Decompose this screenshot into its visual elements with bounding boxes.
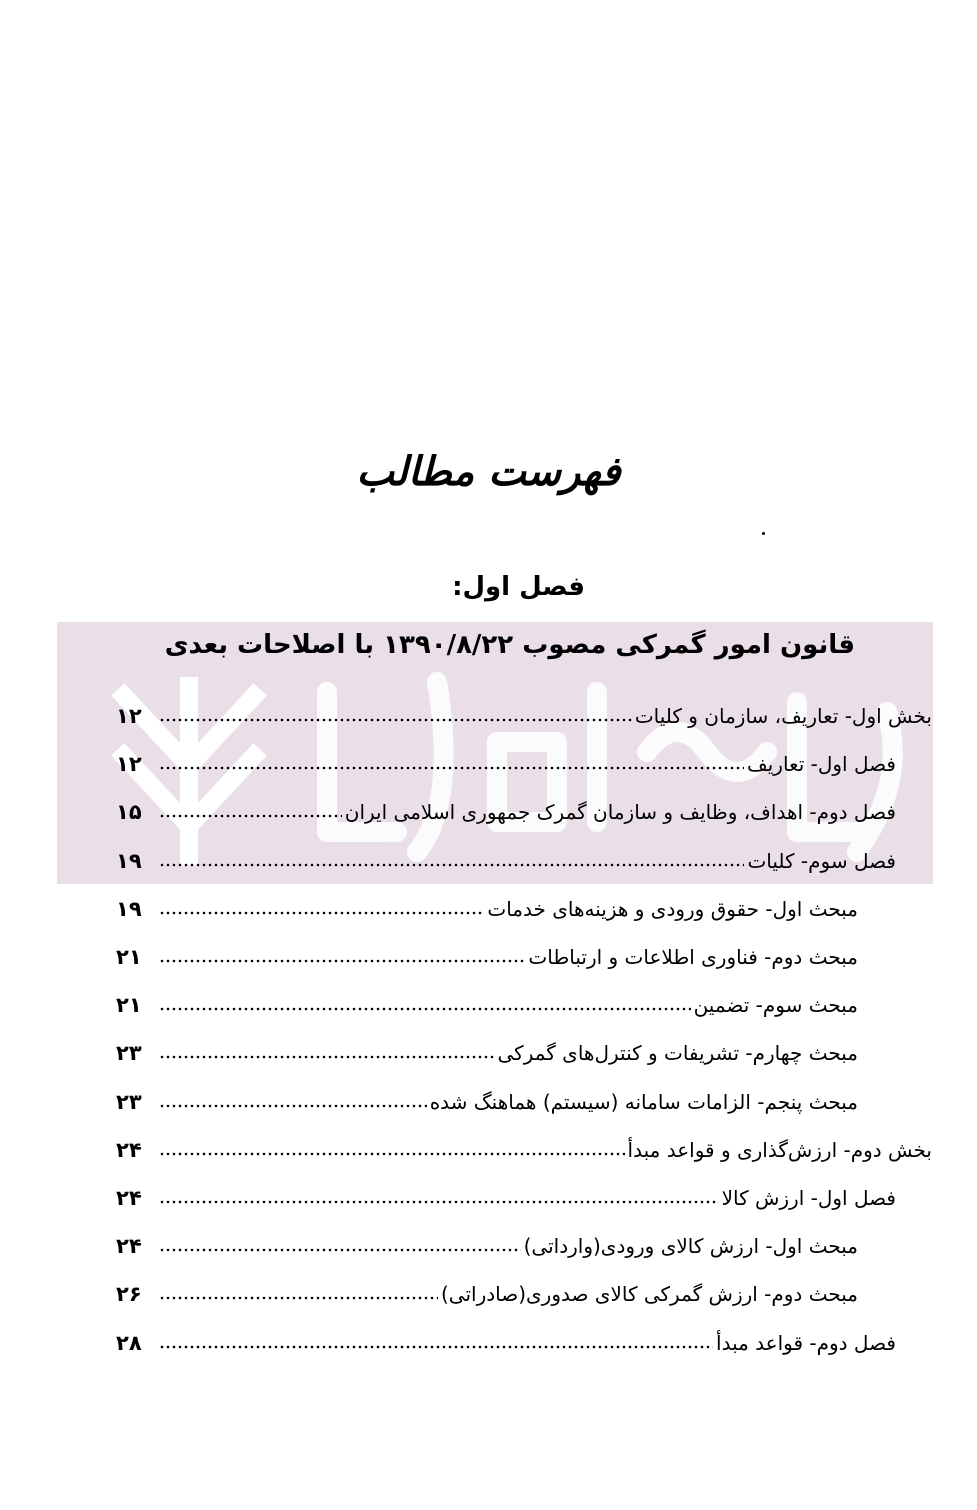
toc-entry[interactable] [116, 698, 932, 734]
toc-dot-leader [159, 957, 525, 965]
toc-entry[interactable] [116, 939, 858, 975]
toc-entry-title: مبحث سوم- تضمین [693, 993, 858, 1018]
toc-entry-title: مبحث اول- ارزش کالای ورودی(وارداتی) [523, 1234, 858, 1259]
toc-entry-title: مبحث دوم- فناوری اطلاعات و ارتباطات [528, 945, 858, 969]
chapter-label: فصل اول: [452, 572, 585, 602]
toc-entry[interactable] [116, 1035, 858, 1071]
toc-page-number: ۲۱ [116, 945, 142, 969]
toc-dot-leader [159, 764, 744, 772]
toc-entry[interactable] [116, 1084, 858, 1120]
toc-dot-leader [159, 1053, 495, 1061]
toc-entry[interactable] [116, 1228, 858, 1264]
toc-page-number: ۱۲ [116, 752, 142, 777]
page-title: فهرست مطالب [356, 448, 621, 495]
toc-page-number: ۱۹ [116, 848, 142, 873]
toc-entry-title: مبحث اول- حقوق ورودی و هزینه‌های خدمات [487, 896, 858, 921]
toc-page-number: ۲۴ [116, 1137, 142, 1162]
toc-dot-leader [159, 1150, 625, 1158]
toc-page-number: ۲۸ [116, 1330, 142, 1355]
title-ornament-dot [762, 532, 765, 535]
toc-entry-title: فصل اول- ارزش کالا [721, 1186, 896, 1210]
toc-page-number: ۲۱ [116, 993, 142, 1018]
toc-dot-leader [159, 909, 484, 917]
toc-entry-title: فصل اول- تعاریف [747, 752, 896, 777]
toc-entry-title: بخش اول- تعاریف، سازمان و کلیات [634, 704, 932, 728]
toc-entry[interactable] [116, 1132, 932, 1168]
toc-dot-leader [159, 861, 744, 869]
toc-entry-title: فصل سوم- کلیات [747, 848, 896, 873]
toc-page-number: ۲۶ [116, 1282, 142, 1307]
chapter-title: قانون امور گمرکی مصوب ۱۳۹۰/۸/۲۲ با اصلاحات بعدی [164, 630, 855, 660]
toc-page-number: ۲۴ [116, 1186, 142, 1210]
toc-entry-title: فصل دوم- اهداف، وظایف و سازمان گمرک جمهوری اسلامی ایران [344, 800, 896, 825]
toc-entry-title: مبحث پنجم- الزامات سامانه (سیستم) هماهنگ شده [429, 1089, 858, 1114]
toc-page-number: ۱۲ [116, 704, 142, 728]
toc-page-number: ۲۳ [116, 1041, 142, 1066]
toc-entry[interactable] [116, 987, 858, 1023]
toc-entry[interactable] [116, 1180, 896, 1216]
toc-entry[interactable] [116, 843, 896, 879]
toc-entry-title: فصل دوم- قواعد مبدأ [716, 1330, 896, 1355]
toc-dot-leader [159, 1294, 438, 1302]
toc-dot-leader [159, 1343, 713, 1351]
toc-dot-leader [159, 1246, 521, 1254]
toc-entry[interactable] [116, 794, 896, 830]
toc-dot-leader [159, 716, 632, 724]
toc-entry-title: بخش دوم- ارزش‌گذاری و قواعد مبدأ [627, 1137, 932, 1162]
toc-entry[interactable] [116, 891, 858, 927]
toc-entry[interactable] [116, 1325, 896, 1361]
toc-entry-title: مبحث دوم- ارزش گمرکی کالای صدوری(صادراتی) [440, 1282, 858, 1307]
toc-page-number: ۱۹ [116, 896, 142, 921]
toc-entry-title: مبحث چهارم- تشریفات و کنترل‌های گمرکی [497, 1041, 858, 1066]
toc-entry[interactable] [116, 746, 896, 782]
toc-page-number: ۱۵ [116, 800, 142, 825]
toc-page-number: ۲۴ [116, 1234, 142, 1259]
toc-dot-leader [159, 1005, 691, 1013]
toc-dot-leader [159, 1102, 427, 1110]
toc-dot-leader [159, 812, 342, 820]
toc-entry[interactable] [116, 1276, 858, 1312]
toc-page-number: ۲۳ [116, 1089, 142, 1114]
toc-dot-leader [159, 1198, 719, 1206]
